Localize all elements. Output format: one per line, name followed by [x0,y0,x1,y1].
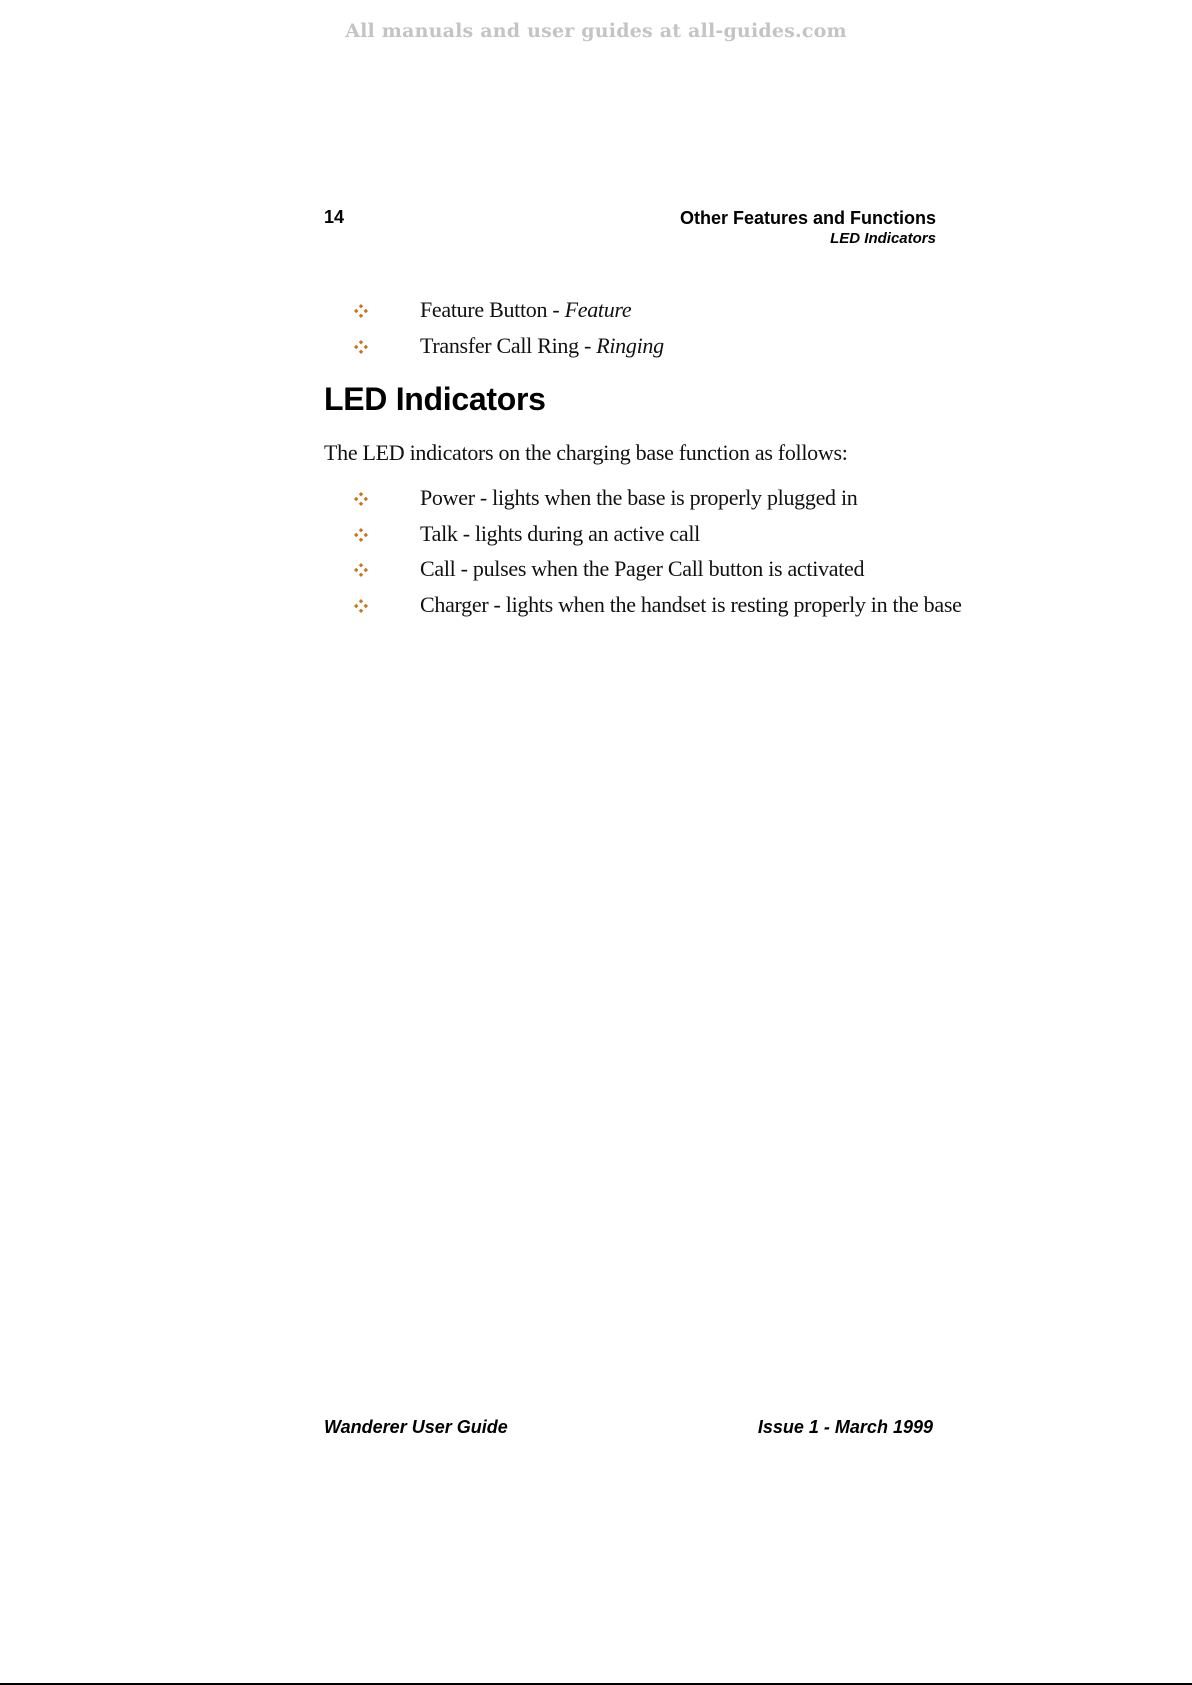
section-heading: LED Indicators [324,381,546,417]
chapter-title: Other Features and Functions [679,208,936,228]
footer-issue-date: Issue 1 - March 1999 [757,1417,933,1437]
list-item [354,521,962,557]
list-item [354,556,962,592]
list-item-label: Transfer Call Ring - [420,332,597,358]
list-item-emphasis: Ringing [596,332,664,358]
list-item [354,592,962,628]
list-item-emphasis: Feature [564,297,632,322]
list-item-text: Power - lights when the base is properly plugged in [420,485,858,510]
running-head [680,207,936,248]
list-item-text [420,297,631,323]
section-title: LED Indicators [830,230,936,247]
footer-guide-title: Wanderer User Guide [324,1417,508,1437]
intro-paragraph: The LED indicators on the charging base function as follows: [324,440,848,465]
list-item-text [420,333,664,359]
led-indicator-list [354,485,962,627]
list-item [354,333,664,369]
list-item-text: Charger - lights when the handset is resting properly in the base [420,591,962,617]
list-item-label: Feature Button - [420,297,565,322]
list-item [354,297,664,333]
list-item-text: Call - pulses when the Pager Call button is activated [420,556,865,581]
list-item-text: Talk - lights during an active call [420,520,700,546]
watermark: All manuals and user guides at all-guides.com [345,20,847,42]
feature-list [354,297,664,368]
page-number: 14 [324,207,345,227]
list-item [354,485,962,521]
